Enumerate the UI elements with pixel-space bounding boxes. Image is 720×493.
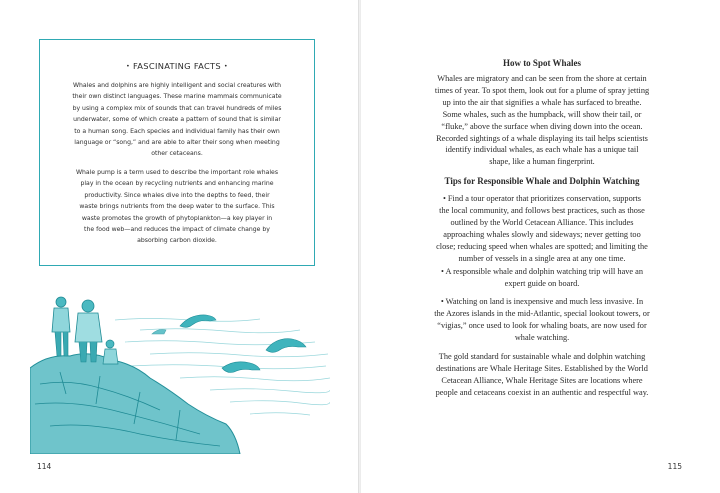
text-line: whale watching. bbox=[514, 332, 570, 342]
facts-box-title: FASCINATING FACTS bbox=[133, 61, 221, 71]
text-line: the local community, and follows best practices, such as those bbox=[439, 205, 645, 215]
right-page bbox=[361, 0, 720, 493]
text-line: the Azores islands in the mid-Atlantic, special lookout towers, or bbox=[434, 308, 650, 318]
section-heading-responsible-watching: Tips for Responsible Whale and Dolphin Watching bbox=[444, 176, 640, 186]
people-on-rocks bbox=[52, 297, 118, 364]
text-line: “vigias,” once used to look for whaling boats, are now used for bbox=[437, 320, 647, 330]
tip-tour-operator bbox=[431, 193, 653, 264]
title-bullet-left: • bbox=[126, 63, 130, 70]
tip-expert-guide bbox=[431, 266, 653, 290]
text-line: productivity. Since whales dive into the depths to feed, their bbox=[84, 191, 270, 199]
text-line: The gold standard for sustainable whale and dolphin watching bbox=[438, 352, 646, 361]
paragraph-spotting-whales bbox=[431, 73, 653, 168]
text-line: destinations are Whale Heritage Sites. Established by the World bbox=[436, 363, 648, 373]
text-line: Recorded sightings of a whale displaying its tail helps scientists bbox=[436, 133, 648, 143]
text-line: underwater, some of which create a pattern of sound that is similar bbox=[73, 116, 281, 124]
text-line: shape, like a human fingerprint. bbox=[489, 157, 595, 167]
text-line: • Watching on land is inexpensive and much less invasive. In bbox=[440, 297, 644, 306]
text-line: times of year. To spot them, look out for a plume of spray jetting bbox=[434, 85, 650, 95]
page-number-left: 114 bbox=[37, 462, 52, 471]
paragraph-whale-heritage-sites bbox=[431, 351, 653, 399]
text-line: up into the air that signifies a whale has surfaced to breathe. bbox=[442, 97, 642, 107]
person-2 bbox=[75, 300, 102, 362]
text-line: people and cetaceans coexist in an authentic and respectful way. bbox=[435, 387, 649, 397]
text-line: waste promotes the growth of phytoplankton—a key player in bbox=[81, 214, 273, 222]
text-line: to a human song. Each species and individual family has their own bbox=[74, 127, 280, 135]
rock-shore bbox=[30, 354, 240, 454]
page-number-right: 115 bbox=[667, 462, 682, 471]
text-line: by using a complex mix of sounds that can travel hundreds of miles bbox=[72, 104, 282, 112]
text-line: • A responsible whale and dolphin watching trip will have an bbox=[441, 267, 643, 276]
text-line: Whales are migratory and can be seen from the shore at certain bbox=[437, 74, 647, 83]
dolphin-icon bbox=[222, 362, 260, 373]
text-line: • Find a tour operator that prioritizes conservation, supports bbox=[442, 194, 642, 203]
whale-watching-illustration bbox=[30, 284, 330, 454]
fascinating-facts-box bbox=[39, 39, 315, 266]
text-line: close; reducing speed when whales are spotted; and limiting the bbox=[436, 241, 648, 251]
dolphin-icon bbox=[180, 315, 216, 327]
facts-paragraph-languages bbox=[50, 80, 304, 160]
dolphin-icon bbox=[266, 339, 306, 353]
section-heading-how-to-spot-whales: How to Spot Whales bbox=[502, 58, 582, 68]
text-line: approaching whales slowly and sideways; never getting too bbox=[443, 229, 641, 239]
text-line: Whale pump is a term used to describe the important role whales bbox=[75, 169, 279, 176]
text-line: Some whales, such as the humpback, will show their tail, or bbox=[442, 109, 642, 119]
text-line: expert guide on board. bbox=[504, 278, 580, 288]
child bbox=[103, 340, 118, 364]
dolphin-icon bbox=[152, 330, 166, 335]
left-page bbox=[0, 0, 358, 493]
text-line: outlined by the World Cetacean Alliance. This includes bbox=[450, 217, 634, 227]
text-line: language or “song,” and are able to alter their song when meeting bbox=[74, 139, 280, 147]
text-line: number of vessels in a single area at any one time. bbox=[458, 253, 626, 263]
text-line: Whales and dolphins are highly intelligent and social creatures with bbox=[72, 82, 282, 89]
text-line: play in the ocean by recycling nutrients and enhancing marine bbox=[80, 180, 274, 188]
text-line: “fluke,” above the surface when diving down into the ocean. bbox=[441, 121, 643, 131]
text-line: absorbing carbon dioxide. bbox=[137, 237, 217, 245]
title-bullet-right: • bbox=[224, 63, 228, 70]
facts-paragraph-whale-pump bbox=[50, 167, 304, 247]
text-line: identify individual whales, as each whale has a unique tail bbox=[445, 145, 639, 155]
text-line: the food web—and reduces the impact of climate change by bbox=[84, 226, 270, 234]
text-line: their own distinct languages. These marine mammals communicate bbox=[72, 93, 282, 101]
person-1 bbox=[52, 297, 70, 356]
tip-land-watching bbox=[431, 296, 653, 344]
text-line: waste brings nutrients from the deep water to the surface. This bbox=[79, 203, 275, 211]
facts-box-title-row bbox=[40, 61, 314, 71]
text-line: other cetaceans. bbox=[151, 150, 203, 158]
text-line: Cetacean Alliance, Whale Heritage Sites are locations where bbox=[441, 375, 643, 385]
